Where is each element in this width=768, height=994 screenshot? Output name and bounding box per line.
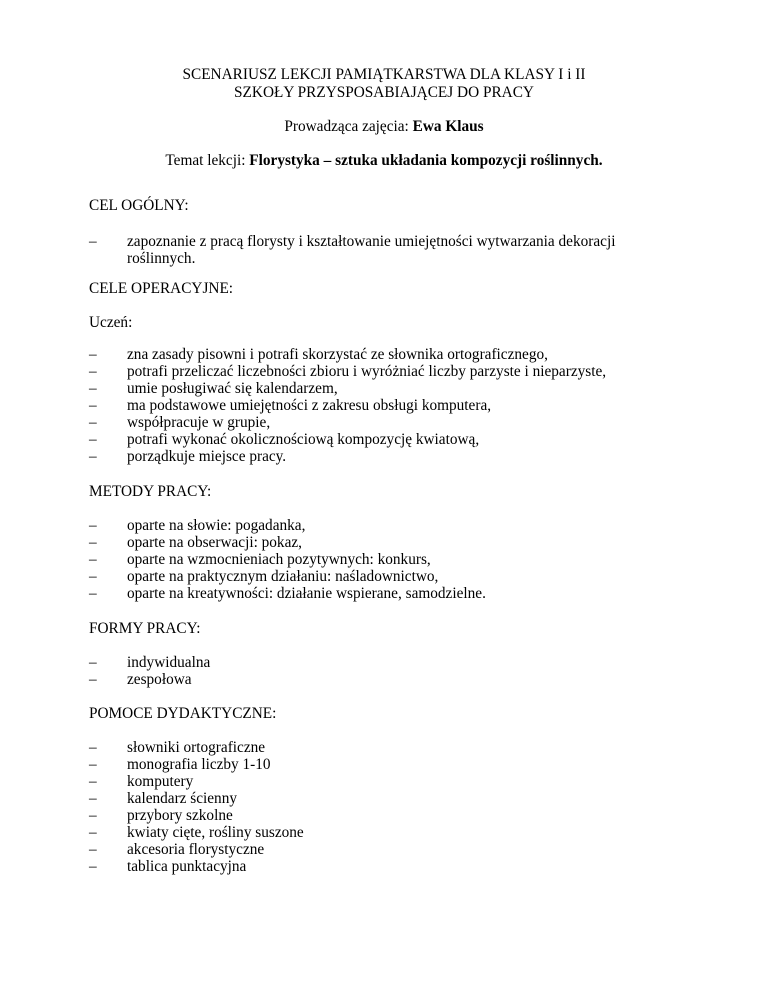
list-item bbox=[89, 824, 304, 841]
list-item bbox=[89, 858, 304, 875]
dash-bullet: – bbox=[89, 807, 97, 824]
list-item-text: przybory szkolne bbox=[127, 807, 233, 824]
list-item bbox=[89, 756, 304, 773]
operational-goals-heading: CELE OPERACYJNE: bbox=[89, 280, 234, 297]
dash-bullet: – bbox=[89, 431, 97, 448]
list-item bbox=[89, 773, 304, 790]
list-item bbox=[89, 654, 210, 671]
dash-bullet: – bbox=[89, 346, 97, 363]
teacher-name: Ewa Klaus bbox=[412, 118, 484, 135]
list-item-text: potrafi wykonać okolicznościową kompozycję kwiatową, bbox=[127, 431, 480, 448]
aids-list bbox=[89, 739, 304, 875]
list-item bbox=[89, 534, 486, 551]
list-item bbox=[89, 585, 486, 602]
list-item bbox=[89, 363, 606, 380]
dash-bullet: – bbox=[89, 773, 97, 790]
list-item-text: zapoznanie z pracą florysty i kształtowanie umiejętności wytwarzania dekoracji roślinnych. bbox=[127, 233, 616, 267]
general-goal-heading: CEL OGÓLNY: bbox=[89, 197, 189, 214]
dash-bullet: – bbox=[89, 858, 97, 875]
list-item-text: zna zasady pisowni i potrafi skorzystać ze słownika ortograficznego, bbox=[127, 346, 548, 363]
list-item-text: umie posługiwać się kalendarzem, bbox=[127, 380, 338, 397]
list-item bbox=[89, 431, 606, 448]
list-item-text: monografia liczby 1-10 bbox=[127, 756, 271, 773]
teacher-line bbox=[0, 118, 768, 136]
methods-heading: METODY PRACY: bbox=[89, 483, 212, 500]
dash-bullet: – bbox=[89, 448, 97, 465]
forms-heading: FORMY PRACY: bbox=[89, 620, 201, 637]
list-item bbox=[89, 346, 606, 363]
list-item-text: tablica punktacyjna bbox=[127, 858, 247, 875]
list-item-text: ma podstawowe umiejętności z zakresu obsługi komputera, bbox=[127, 397, 492, 414]
list-item bbox=[89, 739, 304, 756]
document-title-line-2: SZKOŁY PRZYSPOSABIAJĄCEJ DO PRACY bbox=[234, 84, 534, 101]
dash-bullet: – bbox=[89, 790, 97, 807]
list-item bbox=[89, 517, 486, 534]
list-item bbox=[89, 397, 606, 414]
dash-bullet: – bbox=[89, 568, 97, 585]
topic-line bbox=[0, 152, 768, 170]
dash-bullet: – bbox=[89, 397, 97, 414]
list-item-text: potrafi przeliczać liczebności zbioru i wyróżniać liczby parzyste i nieparzyste, bbox=[127, 363, 607, 380]
dash-bullet: – bbox=[89, 233, 97, 250]
list-item-text: oparte na praktycznym działaniu: naśladownictwo, bbox=[127, 568, 439, 585]
methods-list bbox=[89, 517, 486, 602]
list-item-text: kwiaty cięte, rośliny suszone bbox=[127, 824, 304, 841]
document-title-line-1: SCENARIUSZ LEKCJI PAMIĄTKARSTWA DLA KLASY I i II bbox=[182, 66, 586, 83]
list-item-text: słowniki ortograficzne bbox=[127, 739, 266, 756]
list-item-text: porządkuje miejsce pracy. bbox=[127, 448, 287, 465]
dash-bullet: – bbox=[89, 363, 97, 380]
dash-bullet: – bbox=[89, 654, 97, 671]
list-item bbox=[89, 414, 606, 431]
list-item-text: oparte na kreatywności: działanie wspierane, samodzielne. bbox=[127, 585, 486, 602]
list-item bbox=[89, 448, 606, 465]
list-item bbox=[89, 841, 304, 858]
list-item-text: kalendarz ścienny bbox=[127, 790, 237, 807]
aids-heading: POMOCE DYDAKTYCZNE: bbox=[89, 705, 277, 722]
list-item-text: oparte na obserwacji: pokaz, bbox=[127, 534, 302, 551]
topic-value: Florystyka – sztuka układania kompozycji roślinnych. bbox=[249, 152, 603, 169]
dash-bullet: – bbox=[89, 551, 97, 568]
list-item bbox=[89, 671, 210, 688]
teacher-label: Prowadząca zajęcia: bbox=[284, 118, 413, 135]
dash-bullet: – bbox=[89, 585, 97, 602]
general-goal-list bbox=[89, 233, 647, 267]
list-item-text: indywidualna bbox=[127, 654, 211, 671]
list-item-text: akcesoria florystyczne bbox=[127, 841, 265, 858]
list-item-text: współpracuje w grupie, bbox=[127, 414, 271, 431]
dash-bullet: – bbox=[89, 756, 97, 773]
forms-list bbox=[89, 654, 210, 688]
dash-bullet: – bbox=[89, 841, 97, 858]
dash-bullet: – bbox=[89, 534, 97, 551]
list-item bbox=[89, 551, 486, 568]
dash-bullet: – bbox=[89, 414, 97, 431]
list-item bbox=[89, 233, 647, 267]
operational-goals-list bbox=[89, 346, 606, 465]
dash-bullet: – bbox=[89, 671, 97, 688]
dash-bullet: – bbox=[89, 517, 97, 534]
list-item bbox=[89, 807, 304, 824]
list-item-text: oparte na wzmocnieniach pozytywnych: konkurs, bbox=[127, 551, 431, 568]
list-item bbox=[89, 568, 486, 585]
list-item-text: oparte na słowie: pogadanka, bbox=[127, 517, 306, 534]
operational-goals-subheading: Uczeń: bbox=[89, 314, 133, 331]
dash-bullet: – bbox=[89, 824, 97, 841]
list-item bbox=[89, 790, 304, 807]
topic-label: Temat lekcji: bbox=[165, 152, 250, 169]
list-item-text: zespołowa bbox=[127, 671, 192, 688]
list-item-text: komputery bbox=[127, 773, 194, 790]
dash-bullet: – bbox=[89, 739, 97, 756]
dash-bullet: – bbox=[89, 380, 97, 397]
list-item bbox=[89, 380, 606, 397]
